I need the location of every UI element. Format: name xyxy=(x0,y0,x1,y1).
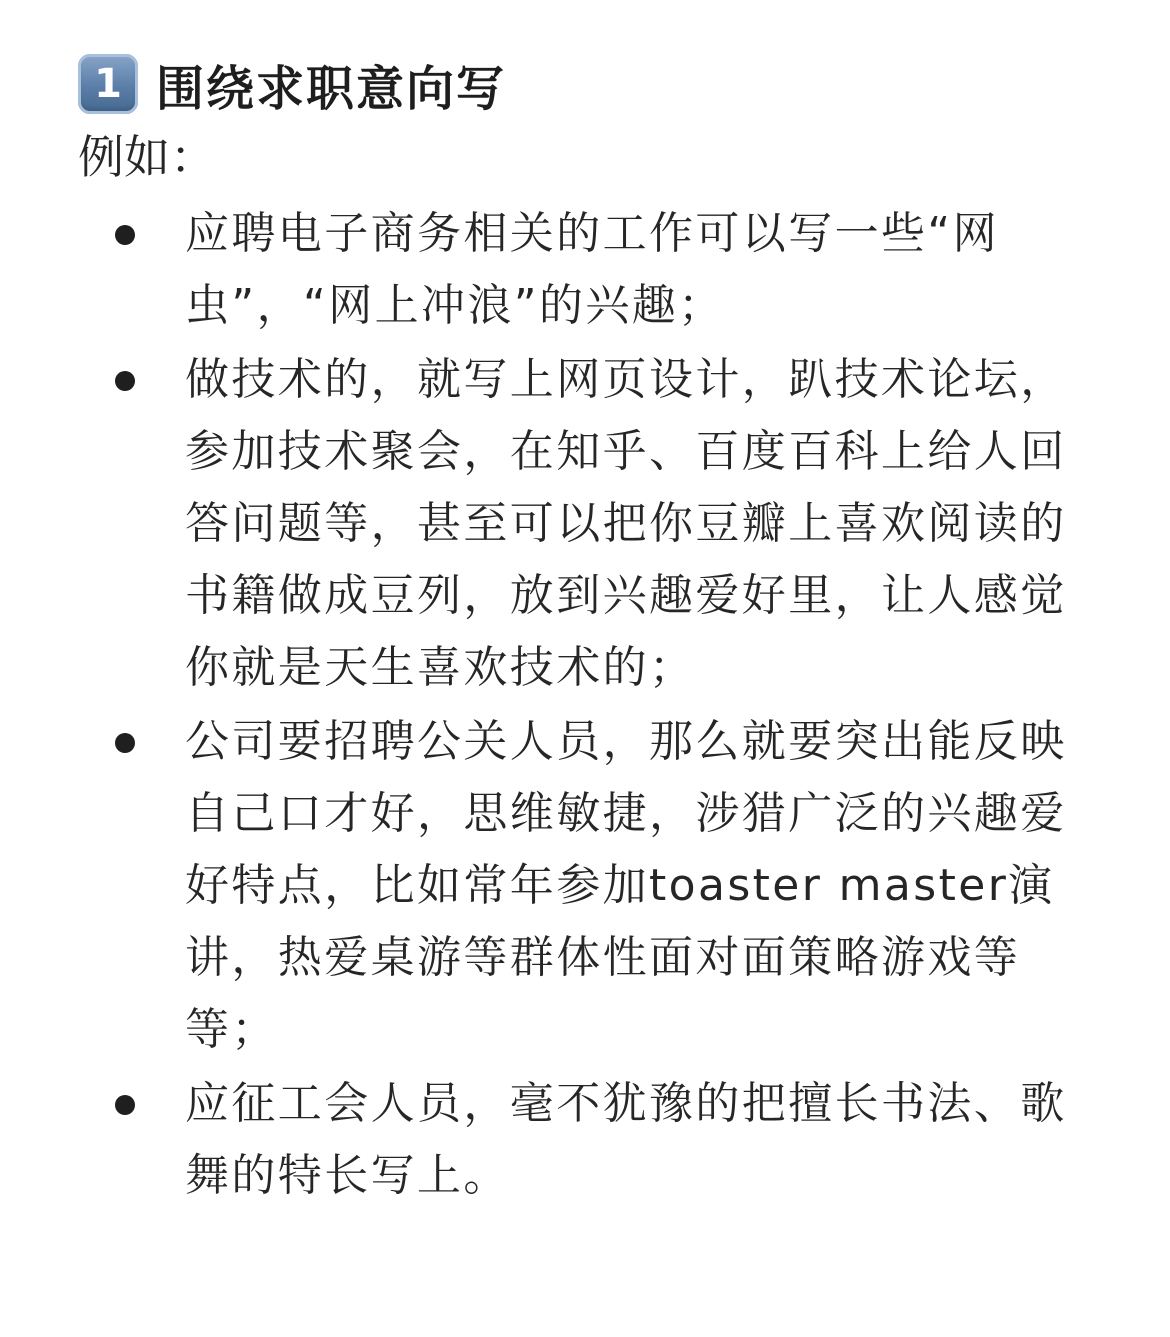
list-item-text: 做技术的，就写上网页设计，趴技术论坛，参加技术聚会，在知乎、百度百科上给人回答问题等，甚至可以把你豆瓣上喜欢阅读的书籍做成豆列，放到兴趣爱好里，让人感觉你就是天生喜欢技术的； xyxy=(185,354,1067,693)
bullet-icon xyxy=(115,1095,135,1115)
list-item xyxy=(0,706,1170,1066)
list-item-text: 公司要招聘公关人员，那么就要突出能反映自己口才好，思维敏捷，涉猎广泛的兴趣爱好特点，比如常年参加toaster master演讲，热爱桌游等群体性面对面策略游戏等等； xyxy=(185,716,1067,1055)
keycap-digit-one-icon xyxy=(78,54,138,114)
keycap-number: 1 xyxy=(94,61,122,107)
list-item xyxy=(0,198,1170,342)
list-item xyxy=(0,1068,1170,1212)
bullet-icon xyxy=(115,225,135,245)
bullet-icon xyxy=(115,371,135,391)
example-list xyxy=(0,198,1170,1212)
bullet-icon xyxy=(115,733,135,753)
list-item-text: 应聘电子商务相关的工作可以写一些“网虫”，“网上冲浪”的兴趣； xyxy=(185,208,999,331)
intro-text: 例如： xyxy=(78,130,216,184)
list-item xyxy=(0,344,1170,704)
section-heading xyxy=(78,52,506,116)
list-item-text: 应征工会人员，毫不犹豫的把擅长书法、歌舞的特长写上。 xyxy=(185,1078,1067,1201)
section-title: 围绕求职意向写 xyxy=(156,60,507,117)
